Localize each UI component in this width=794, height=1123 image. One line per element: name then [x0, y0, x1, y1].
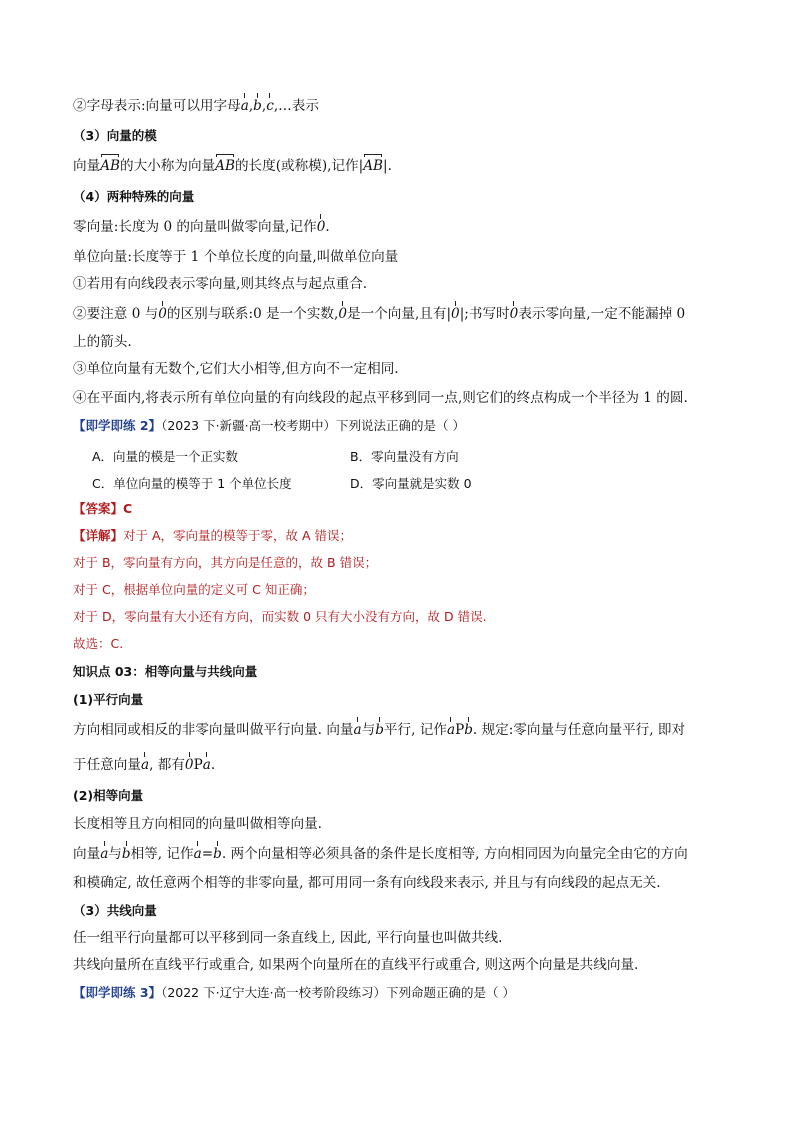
note-2: ②要注意 0 与0的区别与联系:0 是一个实数,0是一个向量,且有|0|;书写时0表示零向量,一定不能漏掉 0	[73, 306, 686, 322]
zero-vector: 0	[316, 219, 326, 235]
option-c: C．单位向量的模等于 1 个单位长度	[92, 476, 292, 491]
magnitude-definition: 向量AB的大小称为向量AB的长度(或称模),记作|AB|.	[73, 158, 392, 174]
vector-c: c	[266, 98, 274, 114]
note-3: ③单位向量有无数个,它们大小相等,但方向不一定相同.	[73, 361, 399, 377]
vector-b: b	[375, 722, 384, 738]
note-1: ①若用有向线段表示零向量,则其终点与起点重合.	[73, 276, 368, 292]
vector-a: a	[240, 98, 249, 114]
heading-equal-vectors: (2)相等向量	[73, 788, 144, 803]
vector-a: a	[353, 722, 362, 738]
equal-definition: 长度相等且方向相同的向量叫做相等向量.	[73, 816, 323, 832]
parallel-definition: 方向相同或相反的非零向量叫做平行向量. 向量a与b平行, 记作aPb. 规定:零向量与任意向量平行, 即对	[73, 722, 686, 738]
vector-a: a	[193, 846, 202, 862]
letter-notation-line: ②字母表示:向量可以用字母a,b,c,…表示	[73, 98, 319, 114]
unit-vector-definition: 单位向量:长度等于 1 个单位长度的向量,叫做单位向量	[73, 249, 399, 265]
vector-b: b	[464, 722, 473, 738]
vector-a: a	[140, 757, 150, 773]
equal-explanation: 和模确定, 故任意两个相等的非零向量, 都可用同一条有向线段来表示, 并且与有向线段的起点无关.	[73, 875, 661, 891]
vector-AB: AB	[363, 158, 384, 174]
heading-collinear-vectors: （3）共线向量	[73, 903, 157, 918]
vector-b: b	[253, 98, 262, 114]
detail-line-3: 对于 C，根据单位向量的定义可 C 知正确；	[73, 582, 315, 597]
option-a: A．向量的模是一个正实数	[92, 449, 239, 464]
zero-vector: 0	[451, 306, 460, 322]
zero-vector: 0	[184, 757, 194, 773]
exercise-2-question: 【即学即练 2】（2023 下·新疆·高一校考期中）下列说法正确的是（ ）	[73, 418, 466, 433]
detail-line-2: 对于 B，零向量有方向，其方向是任意的，故 B 错误；	[73, 555, 378, 570]
vector-AB: AB	[100, 158, 120, 174]
knowledge-point-03: 知识点 03：相等向量与共线向量	[73, 664, 258, 679]
heading-special-vectors: （4）两种特殊的向量	[73, 189, 195, 204]
heading-vector-magnitude: （3）向量的模	[73, 128, 157, 143]
detail-line-4: 对于 D，零向量有大小还有方向，而实数 0 只有大小没有方向，故 D 错误.	[73, 609, 487, 624]
parallel-definition-cont: 于任意向量a, 都有0Pa.	[73, 757, 216, 773]
vector-AB: AB	[215, 158, 235, 174]
option-b: B．零向量没有方向	[350, 449, 459, 464]
zero-vector-definition: 零向量:长度为 0 的向量叫做零向量,记作0.	[73, 219, 330, 235]
note-2-cont: 上的箭头.	[73, 334, 132, 350]
zero-vector: 0	[158, 306, 167, 322]
heading-parallel-vectors: (1)平行向量	[73, 692, 144, 707]
collinear-definition-2: 共线向量所在直线平行或重合, 如果两个向量所在的直线平行或重合, 则这两个向量是共线向量.	[73, 957, 639, 973]
vector-b: b	[213, 846, 222, 862]
vector-a: a	[100, 846, 109, 862]
vector-a: a	[446, 722, 456, 738]
vector-b: b	[121, 846, 131, 862]
collinear-definition-1: 任一组平行向量都可以平移到同一条直线上, 因此, 平行向量也叫做共线.	[73, 930, 503, 946]
equal-notation: 向量a与b相等, 记作a=b. 两个向量相等必须具备的条件是长度相等, 方向相同因为向量完全由它的方向	[73, 846, 688, 862]
answer-line: 【答案】C	[73, 501, 133, 516]
vector-a: a	[202, 757, 211, 773]
zero-vector: 0	[338, 306, 347, 322]
exercise-3-question: 【即学即练 3】（2022 下·辽宁大连·高一校考阶段练习）下列命题正确的是（ ）	[73, 985, 516, 1000]
detail-line-5: 故选：C.	[73, 636, 124, 651]
note-4: ④在平面内,将表示所有单位向量的有向线段的起点平移到同一点,则它们的终点构成一个半径为 1 的圆.	[73, 390, 688, 406]
detail-line-1: 【详解】对于 A，零向量的模等于零，故 A 错误；	[73, 528, 353, 543]
option-d: D．零向量就是实数 0	[350, 476, 472, 491]
zero-vector: 0	[509, 306, 519, 322]
